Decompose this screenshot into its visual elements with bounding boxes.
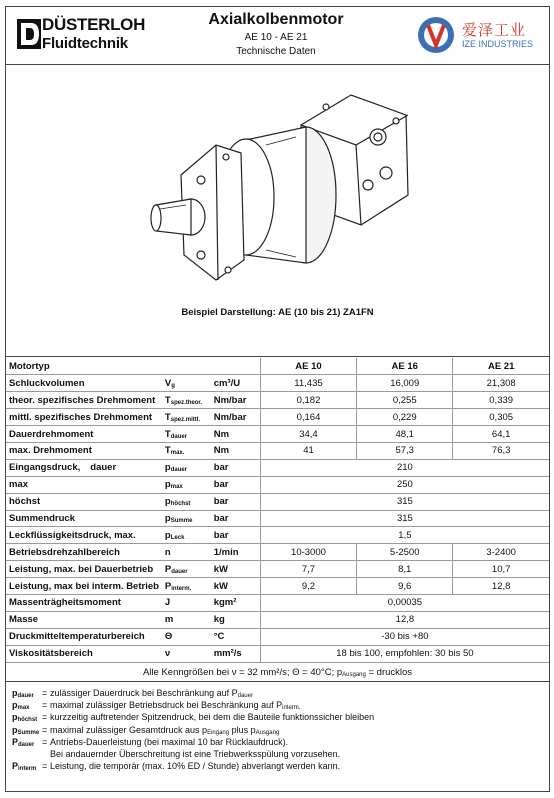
row-label: Schluckvolumen bbox=[6, 375, 162, 392]
ize-emblem-icon bbox=[416, 15, 456, 55]
table-row bbox=[6, 628, 549, 645]
row-value-all: 12,8 bbox=[260, 611, 549, 628]
row-value-all: 1,5 bbox=[260, 527, 549, 544]
row-unit: bar bbox=[211, 493, 261, 510]
row-label: max. Drehmoment bbox=[6, 442, 162, 459]
row-unit: kg bbox=[211, 611, 261, 628]
note-item: Pdauer = Antriebs-Dauerleistung (bei maximal 10 bar Rücklaufdruck). bbox=[12, 736, 289, 748]
row-symbol: phöchst bbox=[162, 493, 211, 510]
row-symbol: pdauer bbox=[162, 459, 211, 476]
ize-logo-english: IZE INDUSTRIES bbox=[462, 39, 534, 49]
row-unit: bar bbox=[211, 527, 261, 544]
technical-data-table bbox=[6, 358, 549, 663]
row-symbol: Tdauer bbox=[162, 426, 211, 443]
note-item: phöchst = kurzzeitig auftretender Spitzendruck, bei dem die Bauteile funktionssicher bleiben bbox=[12, 712, 375, 724]
table-header-row bbox=[6, 358, 549, 375]
row-value-all: 210 bbox=[260, 459, 549, 476]
note-item: pSumme = maximal zulässiger Gesamtdruck aus pEingang plus pAusgang bbox=[12, 724, 280, 736]
row-unit: kgm² bbox=[211, 594, 261, 611]
row-value-all: 315 bbox=[260, 510, 549, 527]
row-value: 0,339 bbox=[453, 392, 549, 409]
row-unit: Nm bbox=[211, 442, 261, 459]
row-label: Leistung, max bei interm. Betrieb bbox=[6, 578, 162, 595]
row-value: 0,255 bbox=[357, 392, 453, 409]
row-unit: Nm/bar bbox=[211, 409, 261, 426]
row-label: Masse bbox=[6, 611, 162, 628]
drawing-caption: Beispiel Darstellung: AE (10 bis 21) ZA1FN bbox=[181, 307, 374, 318]
note-item: Bei andauernder Überschreitung ist eine Triebwerksspülung vorzusehen. bbox=[50, 748, 341, 759]
row-unit: mm²/s bbox=[211, 645, 261, 662]
row-value-all: -30 bis +80 bbox=[260, 628, 549, 645]
model-range: AE 10 - AE 21 bbox=[244, 32, 308, 43]
row-label: Dauerdrehmoment bbox=[6, 426, 162, 443]
table-row bbox=[6, 392, 549, 409]
row-symbol: n bbox=[162, 544, 211, 561]
row-unit: cm³/U bbox=[211, 375, 261, 392]
conditions-line: Alle Kenngrößen bei ν = 32 mm²/s; Θ = 40°C; pAusgang = drucklos bbox=[6, 664, 549, 682]
row-label: Leistung, max. bei Dauerbetrieb bbox=[6, 561, 162, 578]
row-symbol: pLeck bbox=[162, 527, 211, 544]
row-value: 12,8 bbox=[453, 578, 549, 595]
legend-notes bbox=[10, 687, 546, 772]
row-value: 16,009 bbox=[357, 375, 453, 392]
row-symbol: m bbox=[162, 611, 211, 628]
row-value: 3-2400 bbox=[453, 544, 549, 561]
table-row bbox=[6, 442, 549, 459]
row-value: 5-2500 bbox=[357, 544, 453, 561]
row-unit: bar bbox=[211, 459, 261, 476]
document-type: Technische Daten bbox=[236, 46, 316, 57]
row-label: mittl. spezifisches Drehmoment bbox=[6, 409, 162, 426]
row-label: Eingangsdruck, dauer bbox=[6, 459, 162, 476]
row-value: 76,3 bbox=[453, 442, 549, 459]
product-drawing-area bbox=[6, 65, 549, 357]
row-value: 9,2 bbox=[260, 578, 356, 595]
row-value-all: 250 bbox=[260, 476, 549, 493]
row-unit: kW bbox=[211, 578, 261, 595]
ize-logo bbox=[416, 13, 548, 59]
row-symbol: J bbox=[162, 594, 211, 611]
table-row bbox=[6, 409, 549, 426]
row-label: Viskositätsbereich bbox=[6, 645, 162, 662]
row-label: Leckflüssigkeitsdruck, max. bbox=[6, 527, 162, 544]
table-row bbox=[6, 611, 549, 628]
row-value: 0,164 bbox=[260, 409, 356, 426]
row-unit: bar bbox=[211, 476, 261, 493]
duesterloh-logo bbox=[10, 13, 158, 57]
table-row bbox=[6, 493, 549, 510]
row-unit: bar bbox=[211, 510, 261, 527]
note-item: pdauer = zulässiger Dauerdruck bei Beschränkung auf Pdauer bbox=[12, 688, 253, 699]
row-value: 57,3 bbox=[357, 442, 453, 459]
table-row bbox=[6, 578, 549, 595]
row-symbol: Θ bbox=[162, 628, 211, 645]
table-row bbox=[6, 645, 549, 662]
header-ae10: AE 10 bbox=[260, 358, 356, 375]
row-label: max bbox=[6, 476, 162, 493]
datasheet-frame bbox=[5, 6, 550, 792]
row-value: 10,7 bbox=[453, 561, 549, 578]
row-label: Summendruck bbox=[6, 510, 162, 527]
row-value: 0,182 bbox=[260, 392, 356, 409]
header bbox=[6, 7, 549, 65]
row-unit: kW bbox=[211, 561, 261, 578]
row-label: höchst bbox=[6, 493, 162, 510]
table-row bbox=[6, 561, 549, 578]
company-name-line1: DÜSTERLOH bbox=[42, 15, 146, 34]
row-value-all: 18 bis 100, empfohlen: 30 bis 50 bbox=[260, 645, 549, 662]
row-value-all: 0,00035 bbox=[260, 594, 549, 611]
header-motortyp: Motortyp bbox=[6, 358, 162, 375]
table-row bbox=[6, 594, 549, 611]
table-row bbox=[6, 510, 549, 527]
note-item: Pinterm = Leistung, die temporär (max. 10% ED / Stunde) abverlangt werden kann. bbox=[12, 761, 341, 773]
row-symbol: Pdauer bbox=[162, 561, 211, 578]
table-row bbox=[6, 459, 549, 476]
row-value: 34,4 bbox=[260, 426, 356, 443]
table-row bbox=[6, 476, 549, 493]
row-symbol: pSumme bbox=[162, 510, 211, 527]
row-value: 9,6 bbox=[357, 578, 453, 595]
row-value: 0,229 bbox=[357, 409, 453, 426]
header-ae16: AE 16 bbox=[357, 358, 453, 375]
row-value: 21,308 bbox=[453, 375, 549, 392]
row-symbol: Tspez.mittl. bbox=[162, 409, 211, 426]
row-unit: Nm bbox=[211, 426, 261, 443]
row-symbol: Pinterm. bbox=[162, 578, 211, 595]
note-item: pmax = maximal zulässiger Betriebsdruck bei Beschränkung auf Pinterm. bbox=[12, 700, 301, 712]
row-value: 7,7 bbox=[260, 561, 356, 578]
row-symbol: Tspez.theor. bbox=[162, 392, 211, 409]
row-value: 10-3000 bbox=[260, 544, 356, 561]
row-symbol: Vg bbox=[162, 375, 211, 392]
row-unit: 1/min bbox=[211, 544, 261, 561]
table-row bbox=[6, 544, 549, 561]
document-title: Axialkolbenmotor bbox=[208, 11, 344, 28]
row-value: 41 bbox=[260, 442, 356, 459]
row-symbol: Tmax. bbox=[162, 442, 211, 459]
row-value: 48,1 bbox=[357, 426, 453, 443]
table-body bbox=[6, 375, 549, 662]
table-row bbox=[6, 375, 549, 392]
row-value-all: 315 bbox=[260, 493, 549, 510]
company-name-line2: Fluidtechnik bbox=[42, 35, 128, 52]
document-title-block bbox=[196, 11, 356, 57]
table-row bbox=[6, 426, 549, 443]
row-unit: °C bbox=[211, 628, 261, 645]
header-ae21: AE 21 bbox=[453, 358, 549, 375]
table-row bbox=[6, 527, 549, 544]
row-symbol: pmax bbox=[162, 476, 211, 493]
motor-illustration bbox=[146, 85, 416, 300]
row-value: 11,435 bbox=[260, 375, 356, 392]
row-label: Massenträgheitsmoment bbox=[6, 594, 162, 611]
ize-logo-chinese: 爱泽工业 bbox=[462, 21, 527, 39]
row-symbol: ν bbox=[162, 645, 211, 662]
row-label: theor. spezifisches Drehmoment bbox=[6, 392, 162, 409]
row-label: Betriebsdrehzahlbereich bbox=[6, 544, 162, 561]
row-unit: Nm/bar bbox=[211, 392, 261, 409]
row-value: 64,1 bbox=[453, 426, 549, 443]
row-label: Druckmitteltemperaturbereich bbox=[6, 628, 162, 645]
row-value: 0,305 bbox=[453, 409, 549, 426]
row-value: 8,1 bbox=[357, 561, 453, 578]
